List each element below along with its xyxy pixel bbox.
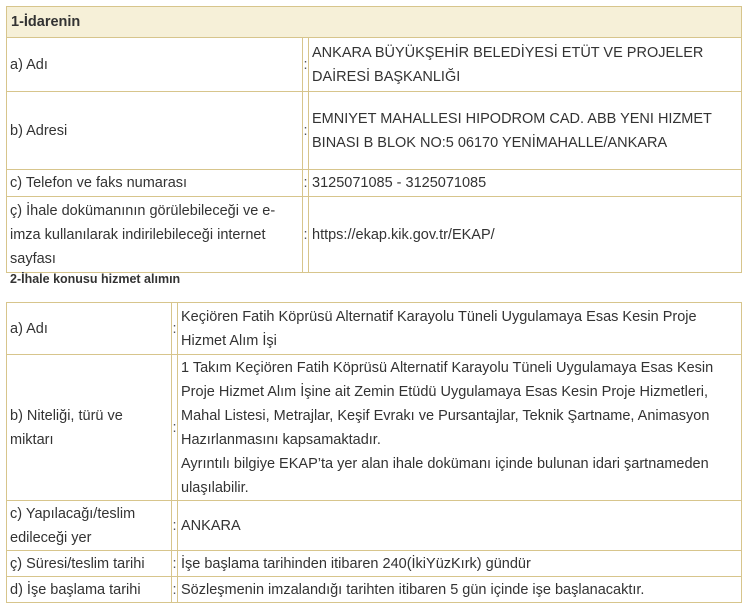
row-separator: : — [303, 197, 309, 273]
row-label: a) Adı — [7, 38, 303, 92]
row-value: ANKARA — [178, 501, 742, 551]
row-separator: : — [172, 577, 178, 603]
row-value: Sözleşmenin imzalandığı tarihten itibaren 5 gün içinde işe başlanacaktır. — [178, 577, 742, 603]
table-row — [7, 38, 742, 92]
row-label: b) Adresi — [7, 92, 303, 170]
row-value: İşe başlama tarihinden itibaren 240(İkiYüzKırk) gündür — [178, 551, 742, 577]
row-label: c) Telefon ve faks numarası — [7, 170, 303, 197]
row-value: ANKARA BÜYÜKŞEHİR BELEDİYESİ ETÜT VE PROJELER DAİRESİ BAŞKANLIĞI — [309, 38, 742, 92]
section-1-title: 1-İdarenin — [7, 7, 742, 38]
table-row — [7, 197, 742, 273]
table-row — [7, 551, 742, 577]
row-separator: : — [172, 501, 178, 551]
table-row — [7, 355, 742, 501]
hizmet-table — [6, 302, 742, 603]
row-separator: : — [303, 92, 309, 170]
idare-table — [6, 6, 742, 273]
table-row — [7, 92, 742, 170]
row-value: 3125071085 - 3125071085 — [309, 170, 742, 197]
row-value — [178, 355, 742, 501]
table-row — [7, 170, 742, 197]
row-value-link[interactable]: https://ekap.kik.gov.tr/EKAP/ — [309, 197, 742, 273]
section-2-title: 2-İhale konusu hizmet alımın — [10, 272, 181, 286]
row-label: c) Yapılacağı/teslim edileceği yer — [7, 501, 172, 551]
row-label: d) İşe başlama tarihi — [7, 577, 172, 603]
row-value-note: Ayrıntılı bilgiye EKAP’ta yer alan ihale dokümanı içinde bulunan idari şartnameden ulaşılabilir. — [181, 455, 709, 496]
table-row — [7, 577, 742, 603]
row-value: Keçiören Fatih Köprüsü Alternatif Karayolu Tüneli Uygulamaya Esas Kesin Proje Hizmet Alım İşi — [178, 303, 742, 355]
row-label: ç) Süresi/teslim tarihi — [7, 551, 172, 577]
row-value-text: 1 Takım Keçiören Fatih Köprüsü Alternatif Karayolu Tüneli Uygulamaya Esas Kesin Proje Hizmet Alım İşine ait Zemin Etüdü Uygulamaya Esas Kesin Proje Hizmetleri, Mahal Listesi, Metrajlar, Keşif Evrakı ve Pursantajlar, Teknik Şartname, Animasyon Hazırlanmasını kapsamaktadır. — [181, 359, 714, 448]
section-header — [7, 7, 742, 38]
row-separator: : — [172, 303, 178, 355]
row-label: ç) İhale dokümanının görülebileceği ve e-imza kullanılarak indirilebileceği internet sayfası — [7, 197, 303, 273]
table-row — [7, 501, 742, 551]
row-value: EMNIYET MAHALLESI HIPODROM CAD. ABB YENI HIZMET BINASI B BLOK NO:5 06170 YENİMAHALLE/ANKARA — [309, 92, 742, 170]
table-row — [7, 303, 742, 355]
row-separator: : — [172, 551, 178, 577]
row-separator: : — [303, 38, 309, 92]
row-separator: : — [303, 170, 309, 197]
row-label: a) Adı — [7, 303, 172, 355]
row-separator: : — [172, 355, 178, 501]
row-label: b) Niteliği, türü ve miktarı — [7, 355, 172, 501]
